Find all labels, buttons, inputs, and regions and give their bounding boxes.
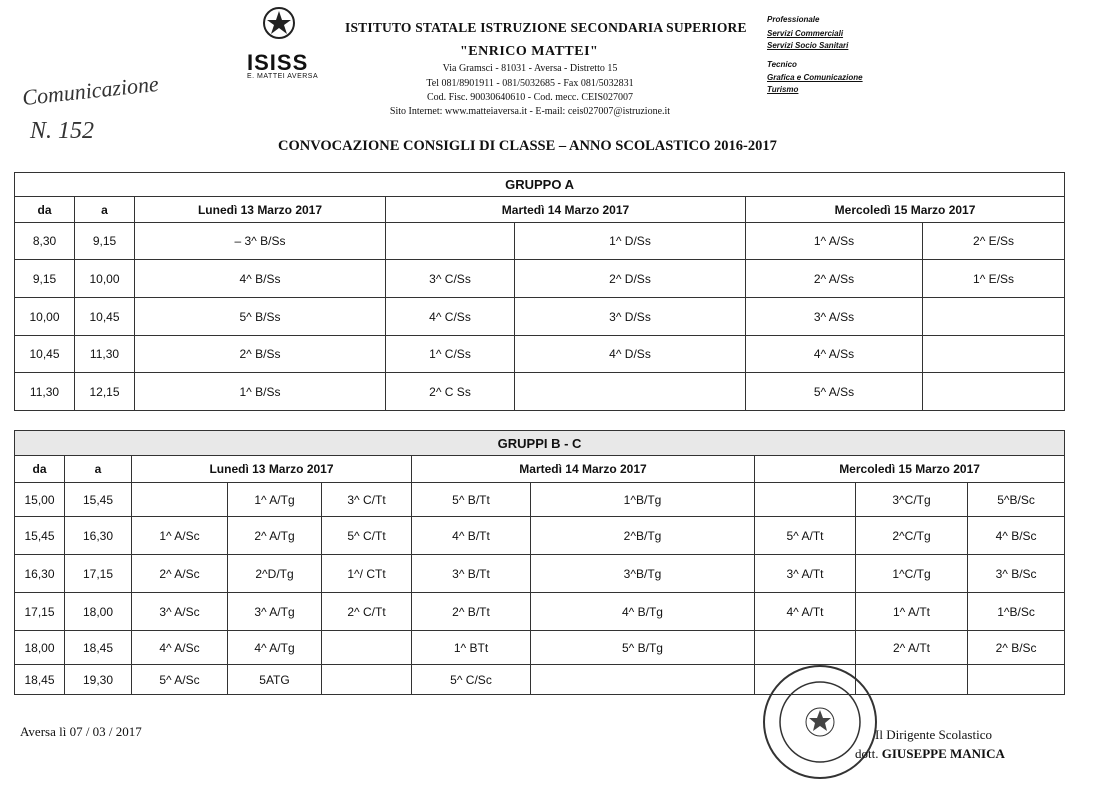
table-row [15,336,1065,373]
side-item: Servizi Socio Sanitari [767,41,849,50]
time-to-cell: 10,45 [75,298,135,336]
class-cell: 5^ B/Tt [412,483,531,517]
class-cell [755,483,856,517]
place-and-date: Aversa lì 07 / 03 / 2017 [20,724,142,739]
day-header: Martedì 14 Marzo 2017 [412,456,755,483]
class-cell: 5^ A/Tt [755,517,856,555]
class-cell: 4^ B/Tg [531,593,755,631]
time-to-cell: 17,15 [65,555,132,593]
table-row [15,593,1065,631]
class-cell: 3^ B/Sc [968,555,1065,593]
class-cell: 1^ C/Ss [386,336,515,373]
table-row [15,223,1065,260]
class-cell: 2^ B/Ss [135,336,386,373]
table-row [15,483,1065,517]
class-cell: 3^ B/Tt [412,555,531,593]
time-to-cell: 9,15 [75,223,135,260]
day-header: Mercoledì 15 Marzo 2017 [755,456,1065,483]
institute-name: ISTITUTO STATALE ISTRUZIONE SECONDARIA SUPERIORE [345,20,747,35]
class-cell: 3^ A/Tg [228,593,322,631]
class-cell: 3^ C/Tt [322,483,412,517]
table-row [15,631,1065,665]
table-row [15,517,1065,555]
table-row [15,665,1065,695]
side-item: Grafica e Comunicazione [767,73,863,82]
class-cell: 1^ A/Sc [132,517,228,555]
col-header-a: a [75,197,135,223]
class-cell: 2^ D/Ss [515,260,746,298]
class-cell: 2^B/Tg [531,517,755,555]
time-to-cell: 19,30 [65,665,132,695]
time-from-cell: 18,45 [15,665,65,695]
time-from-cell: 8,30 [15,223,75,260]
class-cell: 4^ A/Sc [132,631,228,665]
class-cell: 1^/ CTt [322,555,412,593]
handwritten-number: N. 152 [30,118,95,144]
phone-line: Tel 081/8901911 - 081/5032685 - Fax 081/5032831 [426,78,634,89]
class-cell [755,631,856,665]
class-cell [531,665,755,695]
class-cell: 2^ C Ss [386,373,515,411]
class-cell: 1^ BTt [412,631,531,665]
director-name [855,746,1005,762]
table-row [15,298,1065,336]
time-to-cell: 12,15 [75,373,135,411]
class-cell: 1^ A/Ss [746,223,923,260]
col-header-da: da [15,197,75,223]
col-header-da: da [15,456,65,483]
time-from-cell: 18,00 [15,631,65,665]
handwritten-note: Comunicazione [21,70,160,111]
class-cell: 2^ B/Tt [412,593,531,631]
class-cell: 5^ B/Tg [531,631,755,665]
schedule-table-group-a [14,172,1065,411]
class-cell: 2^ A/Sc [132,555,228,593]
class-cell: 2^ A/Ss [746,260,923,298]
time-to-cell: 18,45 [65,631,132,665]
class-cell: 3^B/Tg [531,555,755,593]
table-row [15,555,1065,593]
side-heading-professionale: Professionale [767,15,820,24]
time-from-cell: 11,30 [15,373,75,411]
class-cell [515,373,746,411]
time-to-cell: 10,00 [75,260,135,298]
class-cell: 2^ B/Sc [968,631,1065,665]
day-header: Martedì 14 Marzo 2017 [386,197,746,223]
day-header: Lunedì 13 Marzo 2017 [135,197,386,223]
class-cell: 2^ A/Tt [856,631,968,665]
class-cell [322,665,412,695]
address-line: Via Gramsci - 81031 - Aversa - Distretto 15 [442,63,618,74]
school-name: "ENRICO MATTEI" [460,44,599,59]
time-from-cell: 17,15 [15,593,65,631]
table-row [15,260,1065,298]
class-cell: 5ATG [228,665,322,695]
time-from-cell: 15,00 [15,483,65,517]
class-cell: 4^ A/Tg [228,631,322,665]
class-cell [132,483,228,517]
class-cell: 4^ A/Ss [746,336,923,373]
class-cell: 3^ A/Tt [755,555,856,593]
school-logo: ISISS [247,50,309,75]
director-name-text: GIUSEPPE MANICA [881,746,1005,761]
side-item: Servizi Commerciali [767,29,844,38]
class-cell: 2^C/Tg [856,517,968,555]
director-name-prefix: dott. [855,746,879,761]
class-cell: 3^C/Tg [856,483,968,517]
class-cell [322,631,412,665]
time-from-cell: 9,15 [15,260,75,298]
class-cell [923,298,1065,336]
class-cell: 1^ A/Tt [856,593,968,631]
class-cell: 1^ D/Ss [515,223,746,260]
class-cell: 5^B/Sc [968,483,1065,517]
class-cell: 4^ B/Tt [412,517,531,555]
day-header: Mercoledì 15 Marzo 2017 [746,197,1065,223]
class-cell: 4^ D/Ss [515,336,746,373]
class-cell: 5^ A/Ss [746,373,923,411]
class-cell: 1^ A/Tg [228,483,322,517]
side-item: Turismo [767,85,799,94]
time-from-cell: 15,45 [15,517,65,555]
class-cell: 1^ B/Ss [135,373,386,411]
class-cell [923,336,1065,373]
time-from-cell: 16,30 [15,555,65,593]
class-cell: 2^ C/Tt [322,593,412,631]
day-header: Lunedì 13 Marzo 2017 [132,456,412,483]
class-cell: 3^ A/Ss [746,298,923,336]
class-cell: 5^ B/Ss [135,298,386,336]
side-heading-tecnico: Tecnico [767,60,797,69]
table-row [15,373,1065,411]
class-cell: 4^ B/Ss [135,260,386,298]
class-cell: 5^ C/Sc [412,665,531,695]
class-cell: 3^ D/Ss [515,298,746,336]
director-title: Il Dirigente Scolastico [875,727,992,742]
website-email-line: Sito Internet: www.matteiaversa.it - E-mail: ceis027007@istruzione.it [389,106,671,117]
class-cell: 1^ E/Ss [923,260,1065,298]
class-cell: 4^ C/Ss [386,298,515,336]
schedule-table-group-bc [14,430,1065,695]
group-bc-title: GRUPPI B - C [15,431,1065,456]
time-from-cell: 10,00 [15,298,75,336]
class-cell [923,373,1065,411]
time-to-cell: 18,00 [65,593,132,631]
class-cell: 2^ E/Ss [923,223,1065,260]
document-title: CONVOCAZIONE CONSIGLI DI CLASSE – ANNO SCOLASTICO 2016-2017 [278,138,777,154]
col-header-a: a [65,456,132,483]
class-cell [386,223,515,260]
time-from-cell: 10,45 [15,336,75,373]
class-cell: 4^ B/Sc [968,517,1065,555]
codes-line: Cod. Fisc. 90030640610 - Cod. mecc. CEIS027007 [426,92,634,103]
class-cell: 3^ C/Ss [386,260,515,298]
school-logo-subtitle: E. MATTEI AVERSA [247,73,319,80]
class-cell: 5^ A/Sc [132,665,228,695]
class-cell: 4^ A/Tt [755,593,856,631]
group-a-title: GRUPPO A [15,173,1065,197]
class-cell: 1^B/Tg [531,483,755,517]
class-cell: 2^ A/Tg [228,517,322,555]
time-to-cell: 11,30 [75,336,135,373]
class-cell: 5^ C/Tt [322,517,412,555]
time-to-cell: 16,30 [65,517,132,555]
time-to-cell: 15,45 [65,483,132,517]
class-cell: 2^D/Tg [228,555,322,593]
school-stamp-seal [760,662,880,782]
class-cell [968,665,1065,695]
italian-republic-emblem-icon [262,6,296,40]
class-cell: 1^C/Tg [856,555,968,593]
class-cell: 3^ A/Sc [132,593,228,631]
class-cell: 1^B/Sc [968,593,1065,631]
class-cell: – 3^ B/Ss [135,223,386,260]
